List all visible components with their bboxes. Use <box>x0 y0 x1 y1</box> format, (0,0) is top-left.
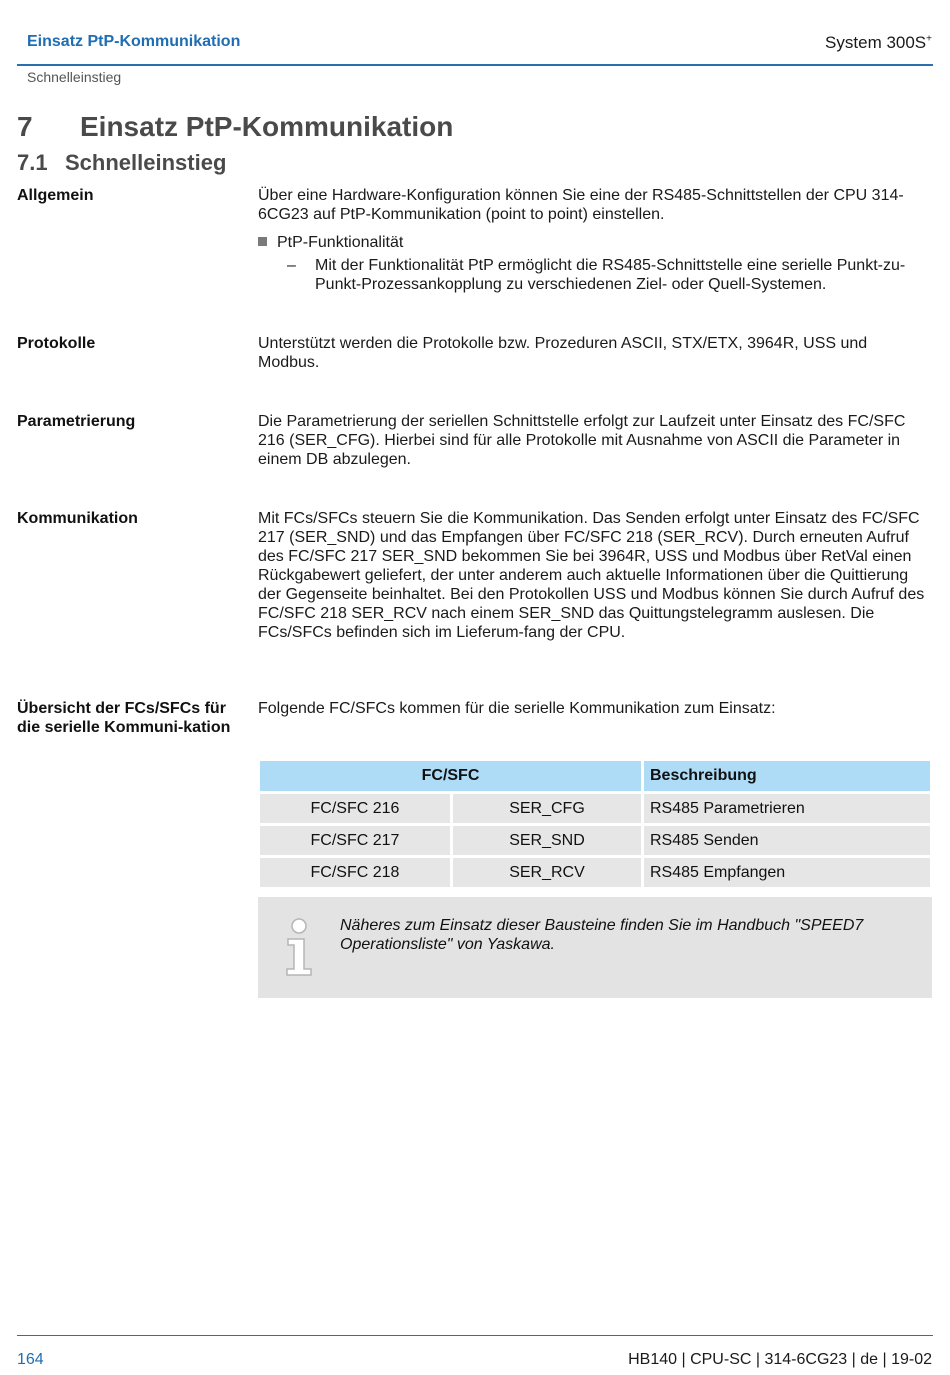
allgemein-text: Über eine Hardware-Konfiguration können Sie eine der RS485-Schnittstellen der CPU 314-6CG23 auf PtP-Kommunikation (point to point) einstellen. <box>258 187 904 223</box>
footer-divider <box>17 1335 933 1336</box>
uebersicht-label: Übersicht der FCs/SFCs für die serielle Kommuni-kation <box>17 700 231 736</box>
dash-text: Mit der Funktionalität PtP ermöglicht die RS485-Schnittstelle eine serielle Punkt-zu-Punkt-Prozessankopplung zu verschiedenen Ziel- oder Quell-Systemen. <box>315 257 906 293</box>
section-number: 7.1 <box>17 150 48 175</box>
header-system-sup: + <box>926 33 932 45</box>
chapter-number: 7 <box>17 111 33 142</box>
table-row <box>260 826 930 855</box>
bullet-text: PtP-Funktionalität <box>277 234 404 251</box>
table-row <box>260 794 930 823</box>
table-cell-block: FC/SFC 216 <box>260 794 450 823</box>
dash-item <box>287 256 927 294</box>
header-subtitle: Schnelleinstieg <box>27 69 122 85</box>
table-cell-name: SER_SND <box>453 826 641 855</box>
document-reference: HB140 | CPU-SC | 314-6CG23 | de | 19-02 <box>628 1351 932 1368</box>
fc-table <box>257 758 933 890</box>
info-note-text: Näheres zum Einsatz dieser Bausteine finden Sie im Handbuch "SPEED7 Operationsliste" von Yaskawa. <box>340 917 864 953</box>
parametrierung-text: Die Parametrierung der seriellen Schnittstelle erfolgt zur Laufzeit unter Einsatz des FC/SFC 216 (SER_CFG). Hierbei sind für alle Protokolle mit Ausnahme von ASCII die Parameter in einem DB abzulegen. <box>258 413 906 468</box>
kommunikation-label: Kommunikation <box>17 510 138 527</box>
bullet-item <box>258 233 403 252</box>
kommunikation-text: Mit FCs/SFCs steuern Sie die Kommunikation. Das Senden erfolgt unter Einsatz des FC/SFC 217 (SER_SND) und das Empfangen über FC/SFC 218 (SER_RCV). Durch erneuten Aufruf des FC/SFC 217 SER_SND bekommen Sie bei 3964R, USS und Modbus über RetVal einen Rückgabewert geliefert, der unter anderem auch aktuelle Informationen über die Quittierung der Gegenseite beinhaltet. Bei den Protokollen USS und Modbus können Sie durch Aufruf des FC/SFC 218 SER_RCV nach einem SER_SND das Quittungstelegramm auslesen. Die FCs/SFCs befinden sich im Lieferum-fang der CPU. <box>258 510 925 641</box>
header-title: Einsatz PtP-Kommunikation <box>27 33 241 50</box>
bullet-square-icon <box>258 237 267 246</box>
parametrierung-label: Parametrierung <box>17 413 136 430</box>
table-cell-block: FC/SFC 218 <box>260 858 450 887</box>
allgemein-label: Allgemein <box>17 187 94 204</box>
info-icon <box>282 917 316 977</box>
table-cell-description: RS485 Empfangen <box>644 858 930 887</box>
header-system-name: System 300S <box>825 33 927 52</box>
uebersicht-text: Folgende FC/SFCs kommen für die serielle Kommunikation zum Einsatz: <box>258 700 776 717</box>
table-cell-description: RS485 Parametrieren <box>644 794 930 823</box>
table-cell-description: RS485 Senden <box>644 826 930 855</box>
chapter-heading <box>17 111 453 143</box>
section-heading <box>17 150 226 176</box>
header-divider <box>17 64 933 66</box>
protokolle-label: Protokolle <box>17 335 96 352</box>
dash-mark: – <box>287 257 296 274</box>
page-number: 164 <box>17 1351 44 1368</box>
info-note <box>258 897 932 998</box>
table-header-row <box>260 761 930 791</box>
table-cell-name: SER_CFG <box>453 794 641 823</box>
header-system <box>825 33 932 53</box>
chapter-title: Einsatz PtP-Kommunikation <box>80 111 454 142</box>
section-title: Schnelleinstieg <box>65 150 227 175</box>
table-cell-name: SER_RCV <box>453 858 641 887</box>
table-row <box>260 858 930 887</box>
table-cell-block: FC/SFC 217 <box>260 826 450 855</box>
table-header-fcsfc: FC/SFC <box>260 761 641 791</box>
table-header-beschreibung: Beschreibung <box>644 761 930 791</box>
protokolle-text: Unterstützt werden die Protokolle bzw. Prozeduren ASCII, STX/ETX, 3964R, USS und Modbus. <box>258 335 868 371</box>
